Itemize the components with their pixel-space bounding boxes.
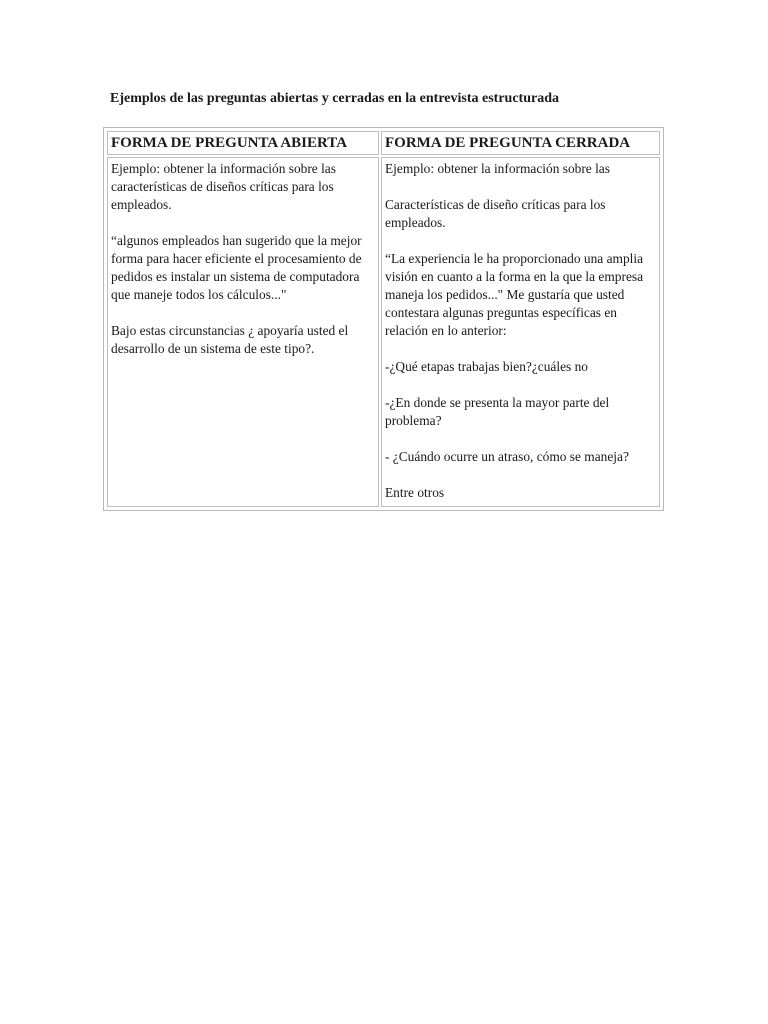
closed-question-stages: -¿Qué etapas trabajas bien?¿cuáles no [385,359,588,374]
table-row [107,157,660,507]
questions-table-frame [103,127,664,511]
table-header-row [107,131,660,155]
open-question-cell [107,157,379,507]
closed-question-others: Entre otros [385,485,445,500]
open-example-intro: Ejemplo: obtener la información sobre las características de diseños críticas para los empleados. [111,161,336,212]
open-example-question: Bajo estas circunstancias ¿ apoyaría usted el desarrollo de un sistema de este tipo?. [111,323,349,356]
closed-example-intro: Ejemplo: obtener la información sobre las [385,161,610,176]
closed-question-delay: - ¿Cuándo ocurre un atraso, cómo se maneja? [385,449,629,464]
page-title: Ejemplos de las preguntas abiertas y cerradas en la entrevista estructurada [110,91,559,106]
closed-question-cell [381,157,660,507]
closed-question-problem: -¿En donde se presenta la mayor parte del problema? [385,395,610,428]
closed-example-characteristics: Características de diseño críticas para los empleados. [385,197,606,230]
closed-example-quote: “La experiencia le ha proporcionado una amplia visión en cuanto a la forma en la que la empresa maneja los pedidos..." Me gustaría que usted contestara algunas preguntas específicas en relación en lo anterior: [385,251,644,338]
header-closed-question: FORMA DE PREGUNTA CERRADA [381,131,660,155]
header-open-question: FORMA DE PREGUNTA ABIERTA [107,131,379,155]
open-example-quote: “algunos empleados han sugerido que la mejor forma para hacer eficiente el procesamiento de pedidos es instalar un sistema de computadora que maneje todos los cálculos..." [111,233,362,302]
questions-table [105,129,662,509]
